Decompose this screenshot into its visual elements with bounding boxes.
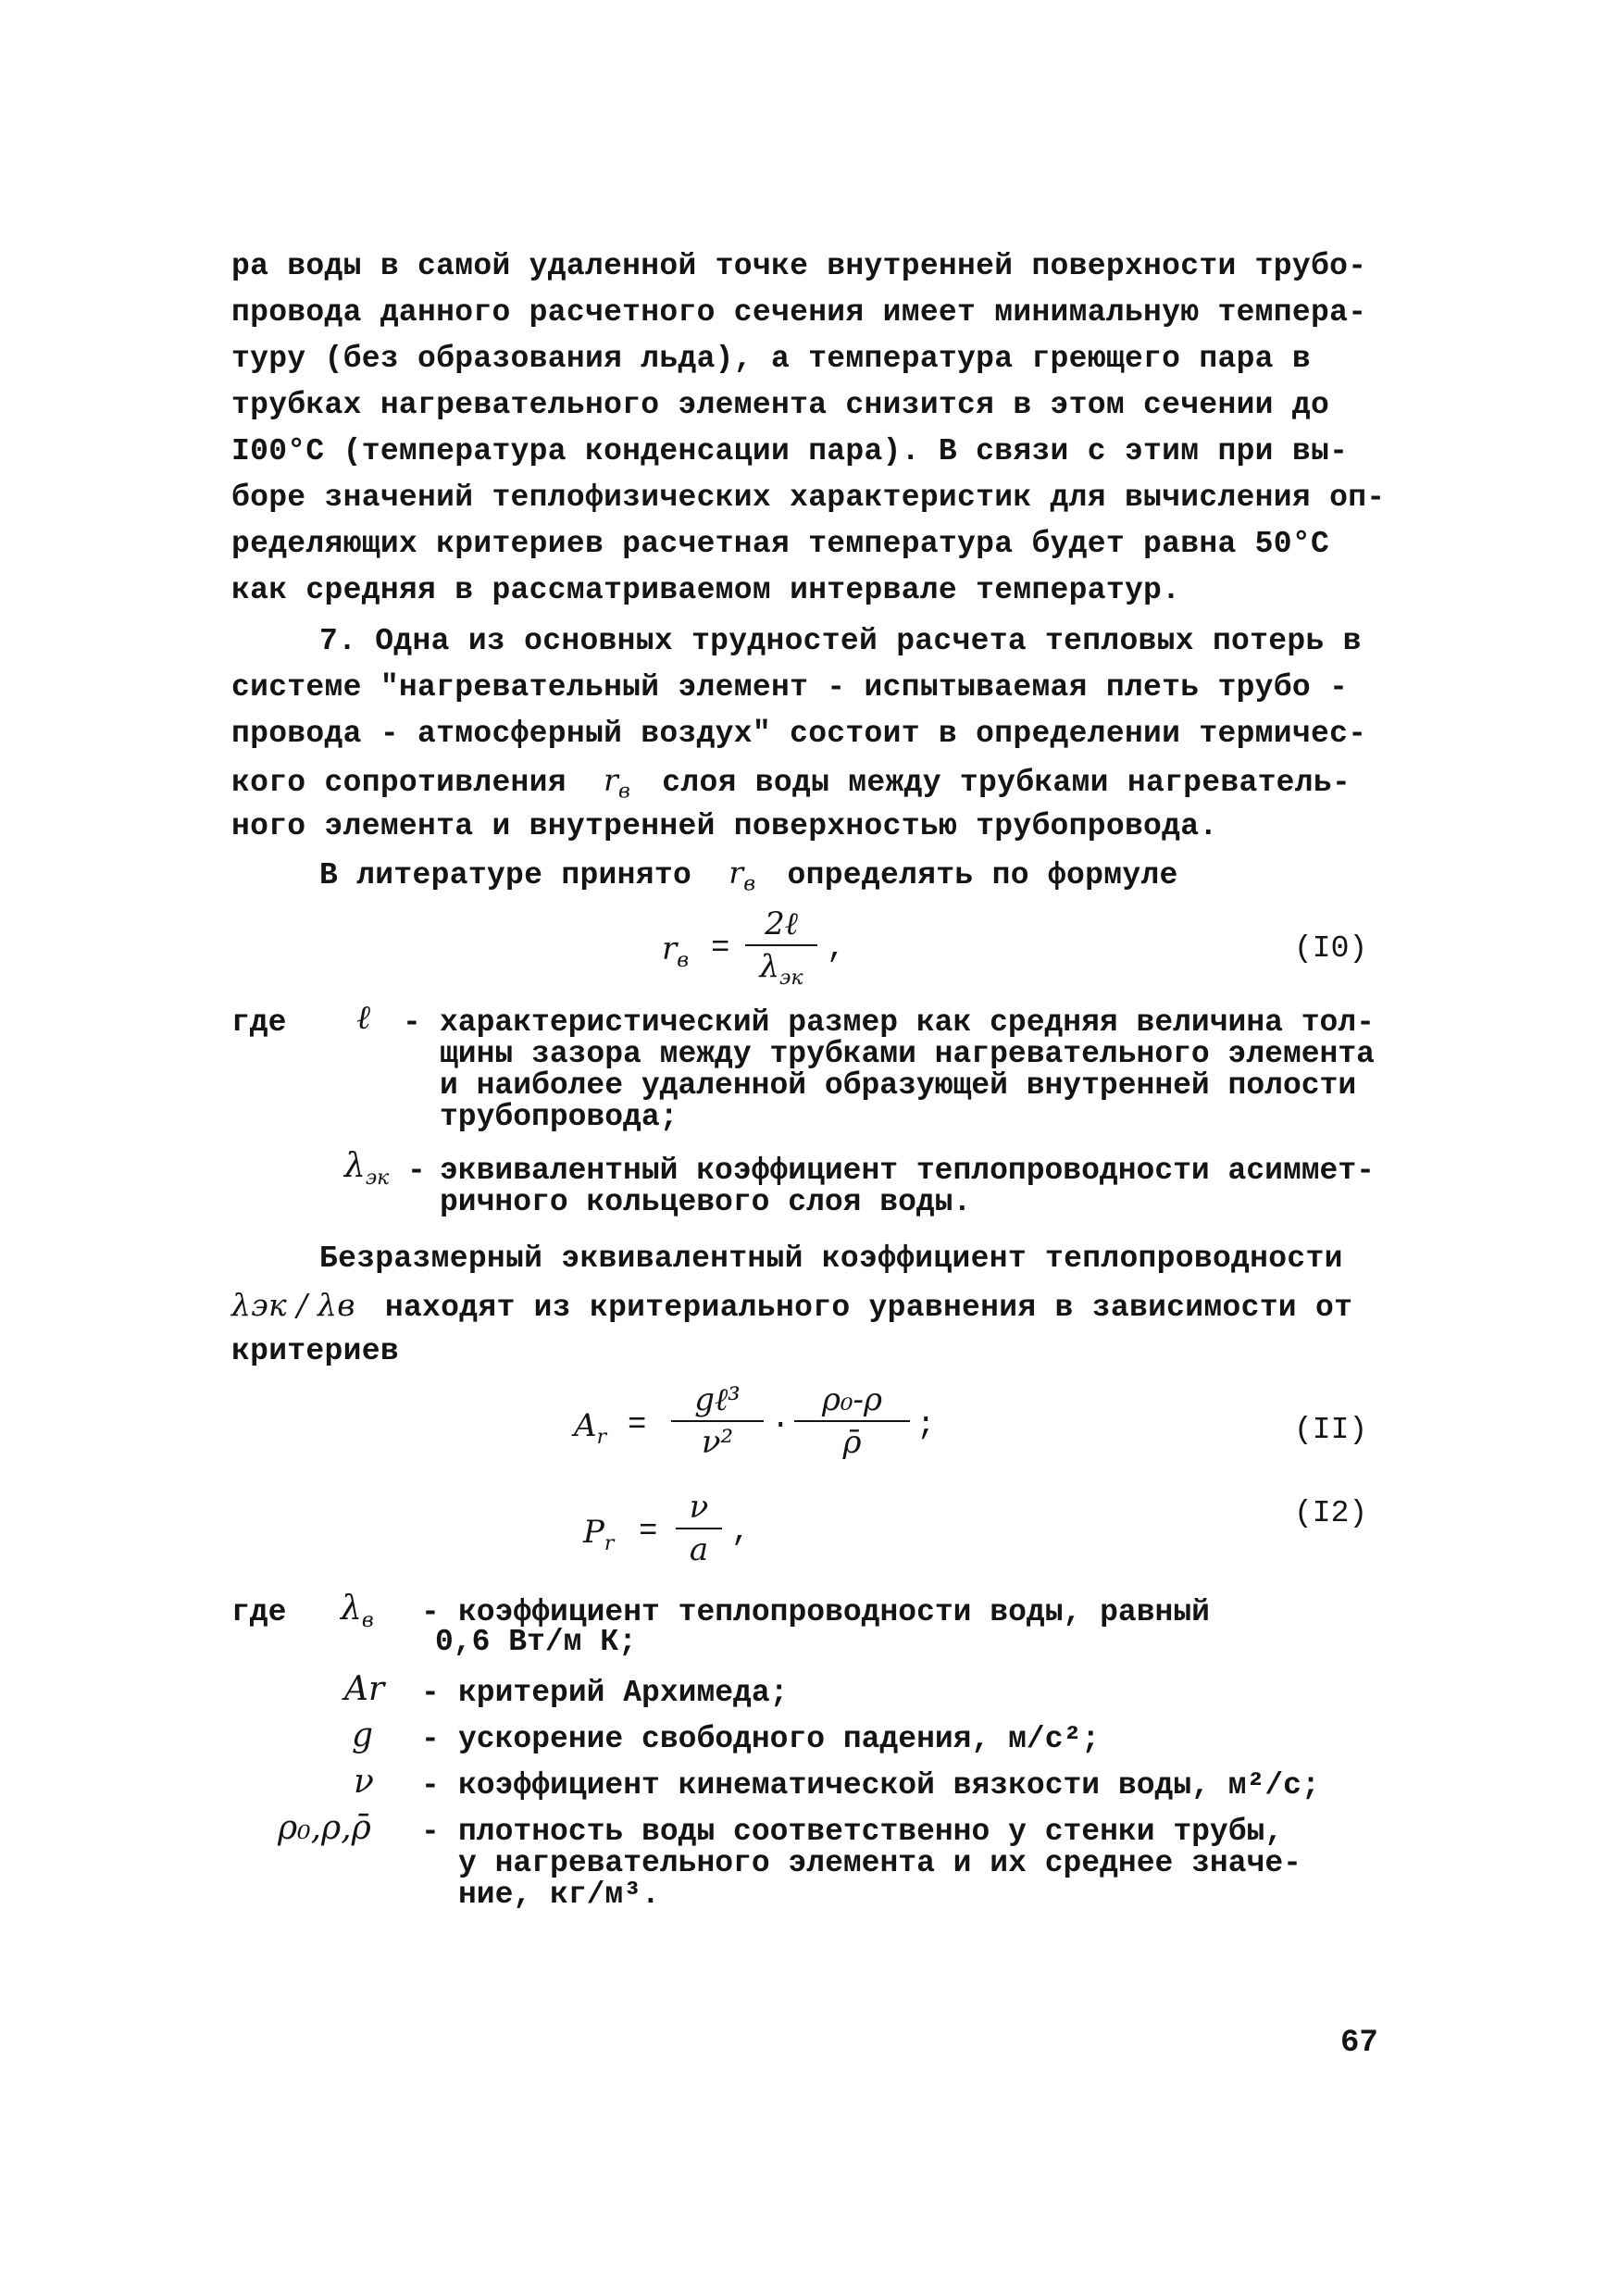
symbol-ar: Ar — [344, 1670, 385, 1708]
symbol-r-v: $r_в$ — [729, 855, 756, 896]
eq11-equals: = — [628, 1408, 647, 1443]
definition-line: и наиболее удаленной образующей внутренней полости — [440, 1068, 1357, 1103]
eq11-lhs: $A_r$ — [574, 1407, 607, 1449]
definition-line: 0,6 Вт/м К; — [435, 1625, 637, 1659]
dash: - — [407, 1154, 426, 1188]
text-line: λэк / λв находят из критериального уравнения в зависимости от — [231, 1287, 1353, 1325]
text-line: трубках нагревательного элемента снизится в этом сечении до — [231, 388, 1330, 422]
symbol-nu: ν — [354, 1763, 374, 1801]
text-line: кого сопротивления $r_в$ слоя воды между трубками нагреватель- — [231, 762, 1351, 804]
definition-line: эквивалентный коэффициент теплопроводности асиммет- — [440, 1154, 1375, 1188]
definition-line: ускорение свободного падения, м/с²; — [458, 1722, 1101, 1756]
symbol-lambda-ratio: λэк / λв — [231, 1287, 355, 1323]
dash: - — [421, 1815, 440, 1849]
fraction-bar — [671, 1420, 764, 1422]
eq12-fraction: ν a — [676, 1489, 722, 1568]
eq12-tail: , — [731, 1515, 751, 1550]
dash: - — [421, 1768, 440, 1803]
symbol-lambda-ek: $\lambda_{эк}$ — [344, 1147, 390, 1191]
fraction-bar — [794, 1420, 910, 1422]
equation-number: (I2) — [1294, 1496, 1368, 1530]
equation-number: (II) — [1294, 1413, 1368, 1447]
symbol-g: g — [352, 1716, 374, 1754]
eq12-lhs: $P_r$ — [583, 1514, 615, 1555]
text-line: I00°C (температура конденсации пара). В связи с этим при вы- — [231, 434, 1349, 468]
symbol-l: ℓ — [356, 999, 370, 1037]
dash: - — [421, 1722, 440, 1756]
eq12-equals: = — [639, 1515, 658, 1550]
dash: - — [421, 1595, 440, 1629]
text-line: В литературе принято $r_в$ определять по формуле — [319, 855, 1178, 896]
text-line: критериев — [231, 1334, 399, 1368]
fraction-bar — [676, 1528, 722, 1529]
page-number: 67 — [1340, 2026, 1378, 2061]
definition-line: щины зазора между трубками нагревательного элемента — [440, 1037, 1375, 1071]
definition-line: у нагревательного элемента и их среднее значе- — [458, 1846, 1301, 1880]
eq10-tail: , — [827, 931, 846, 967]
eq11-tail: ; — [916, 1408, 936, 1443]
equation-number: (I0) — [1294, 931, 1368, 966]
dash: - — [421, 1676, 440, 1710]
eq10-equals: = — [711, 931, 730, 967]
text-line: Безразмерный эквивалентный коэффициент теплопроводности — [319, 1242, 1343, 1276]
text-line: туру (без образования льда), а температура греющего пара в — [231, 342, 1311, 376]
definition-line: трубопровода; — [440, 1100, 679, 1134]
text-line: провода данного расчетного сечения имеет минимальную темпера- — [231, 295, 1367, 330]
text-line: ра воды в самой удаленной точке внутренней поверхности трубо- — [231, 249, 1367, 283]
where-label: где — [231, 1005, 287, 1040]
eq11-fraction-1: gℓ³ ν² — [671, 1381, 764, 1461]
text-line: ределяющих критериев расчетная температура будет равна 50°C — [231, 527, 1330, 561]
eq10-fraction: 2ℓ $\lambda_{эк}$ — [745, 905, 817, 997]
symbol-rho-set: ρ₀,ρ,ρ̄ — [278, 1809, 371, 1847]
text-line: провода - атмосферный воздух" состоит в определении термичес- — [231, 717, 1367, 751]
text-line: системе "нагревательный элемент - испытываемая плеть трубо - — [231, 670, 1349, 705]
where-label: где — [231, 1595, 287, 1629]
definition-line: ние, кг/м³. — [458, 1878, 660, 1912]
definition-line: коэффициент теплопроводности воды, равный — [458, 1595, 1210, 1629]
text-line: как средняя в рассматриваемом интервале температур. — [231, 573, 1181, 607]
definition-line: коэффициент кинематической вязкости воды, м²/с; — [458, 1768, 1320, 1803]
definition-line: плотность воды соответственно у стенки трубы, — [458, 1815, 1284, 1849]
definition-line: критерий Архимеда; — [458, 1676, 789, 1710]
symbol-r-v: $r_в$ — [603, 762, 631, 804]
text-line: боре значений теплофизических характеристик для вычисления оп- — [231, 480, 1386, 515]
eq11-fraction-2: ρ₀-ρ ρ̄ — [794, 1381, 910, 1461]
eq10-lhs: $r_в$ — [662, 930, 690, 972]
fraction-bar — [745, 944, 817, 946]
eq11-dot: · — [771, 1408, 791, 1443]
text-line: 7. Одна из основных трудностей расчета тепловых потерь в — [319, 624, 1362, 658]
symbol-lambda-v: $\lambda_в$ — [341, 1590, 374, 1633]
definition-line: характеристический размер как средняя величина тол- — [440, 1005, 1375, 1040]
dash: - — [403, 1005, 421, 1040]
definition-line: ричного кольцевого слоя воды. — [440, 1185, 972, 1219]
text-line: ного элемента и внутренней поверхностью трубопровода. — [231, 809, 1218, 843]
